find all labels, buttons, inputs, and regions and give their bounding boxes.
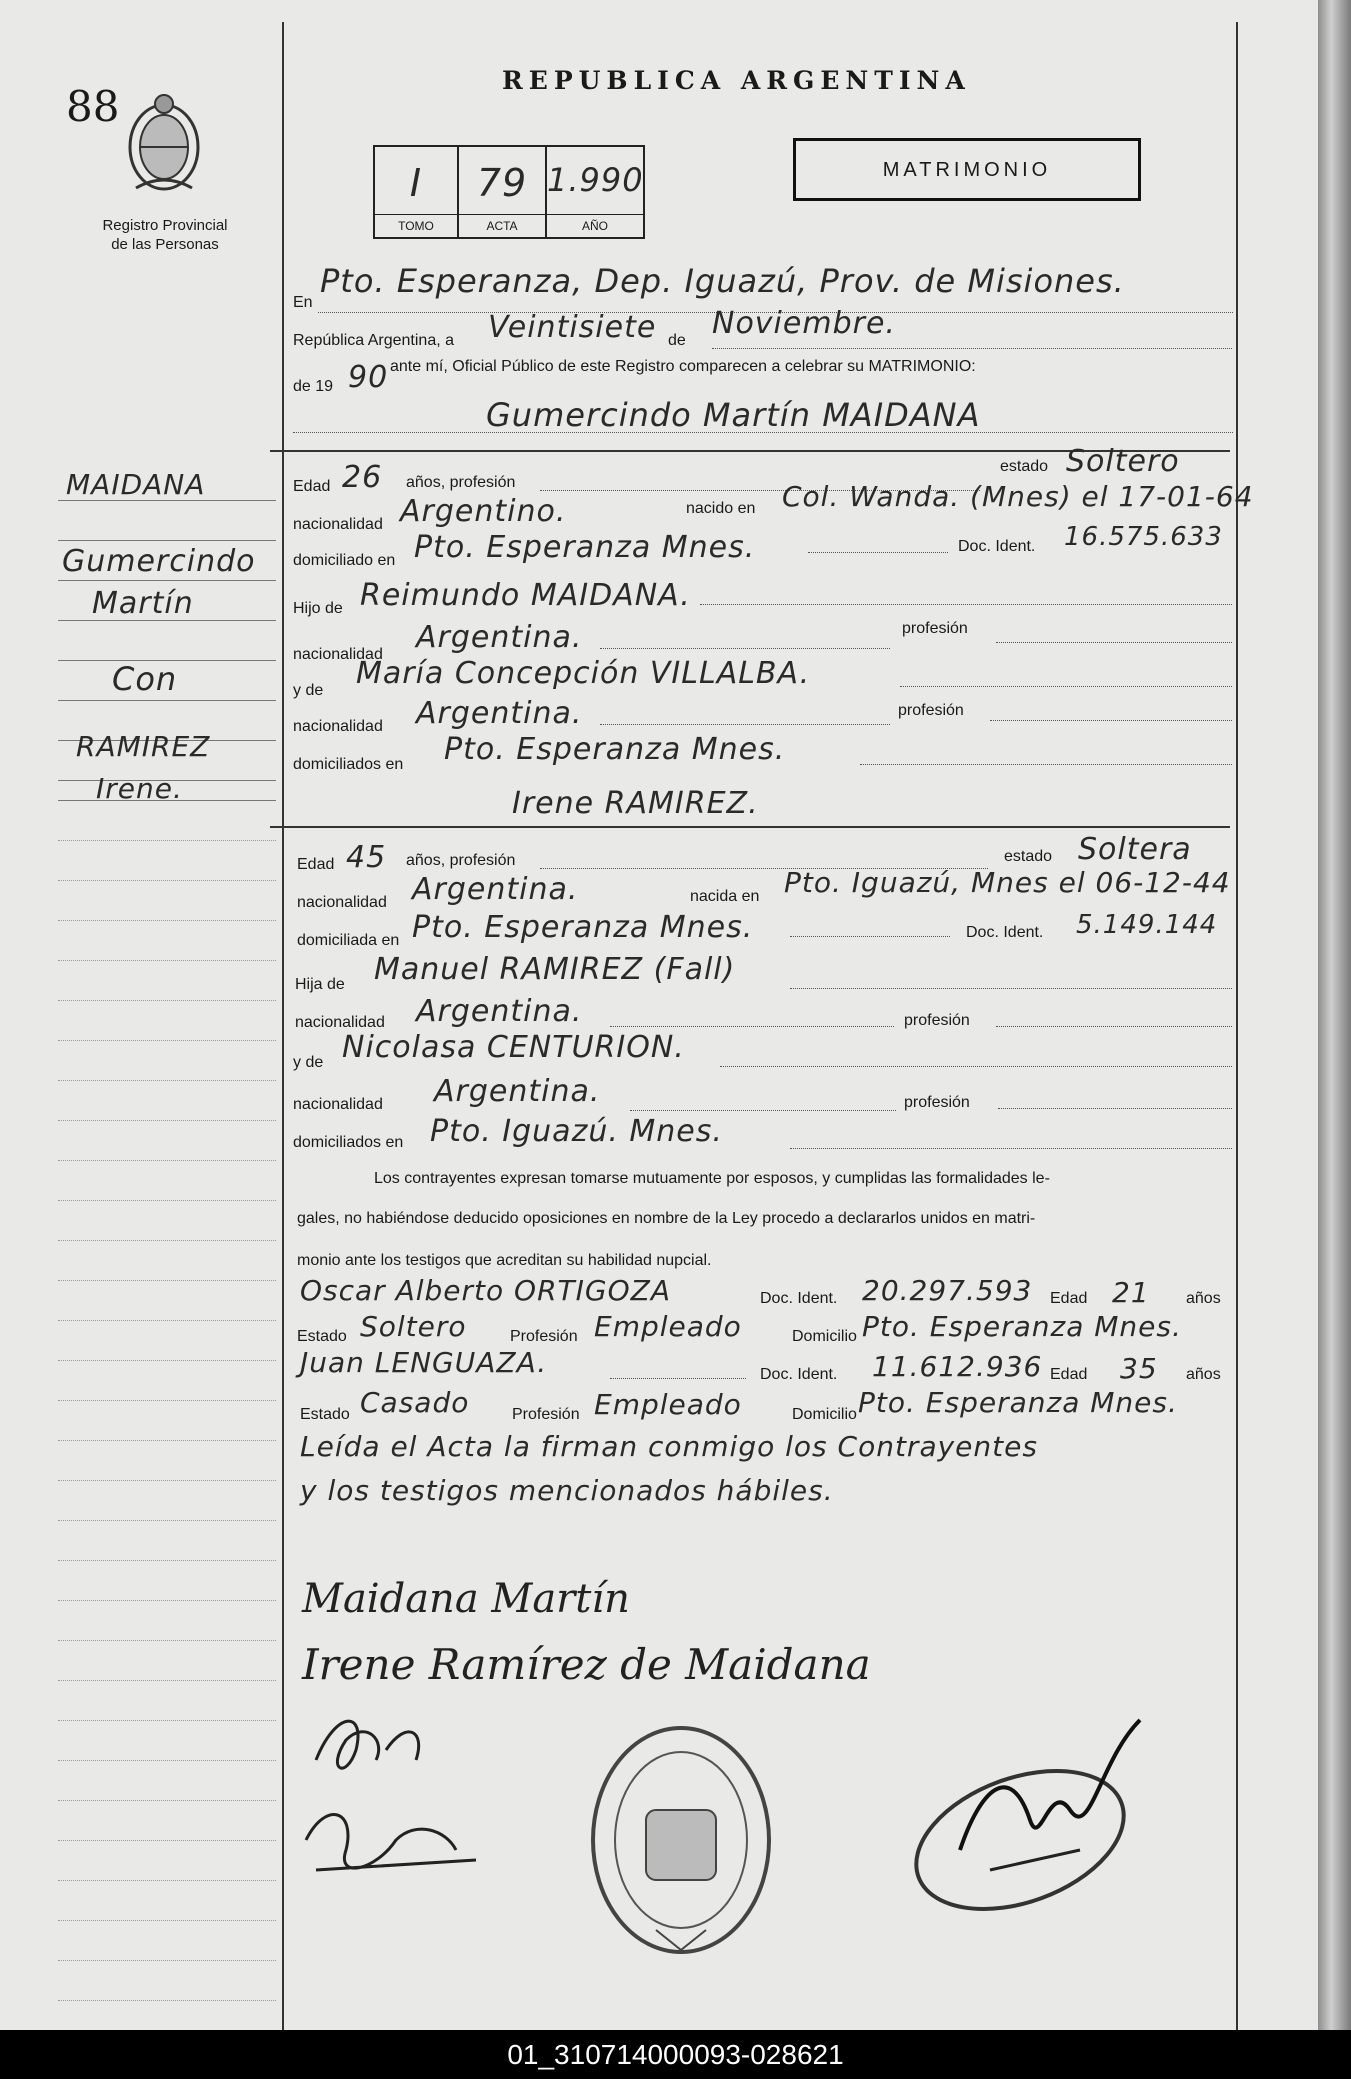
groom-edad: 26: [342, 460, 383, 495]
scan-id-footer: 01_310714000093-028621: [0, 2030, 1351, 2079]
book-binding: [1318, 0, 1351, 2030]
bride-edad-label: Edad: [297, 856, 335, 873]
declaration-line-2: gales, no habiéndose deducido oposiciones en nombre de la Ley procedo a declararlos unidos en matri-: [297, 1210, 1036, 1227]
rep-label: República Argentina, a: [293, 332, 454, 349]
groom-mnac: Argentina.: [416, 696, 583, 731]
month: Noviembre.: [712, 306, 896, 341]
declaration-line-3: monio ante los testigos que acreditan su habilidad nupcial.: [297, 1252, 712, 1269]
witness1-estado: Soltero: [360, 1310, 467, 1343]
bride-nac-label: nacionalidad: [297, 894, 387, 911]
margin-bride-name: Irene.: [96, 772, 183, 805]
page-number: 88: [66, 82, 120, 131]
witness2-estado-label: Estado: [300, 1406, 350, 1423]
bride-nac: Argentina.: [412, 872, 579, 907]
bride-father: Manuel RAMIREZ (Fall): [374, 952, 736, 987]
groom-doc-label: Doc. Ident.: [958, 538, 1036, 555]
en-label: En: [293, 294, 313, 311]
tomo-cell: I TOMO: [373, 145, 459, 239]
bride-mother: Nicolasa CENTURION.: [342, 1030, 685, 1065]
closing-line-1: Leída el Acta la firman conmigo los Contrayentes: [300, 1430, 1038, 1463]
groom-mnac-label: nacionalidad: [293, 718, 383, 735]
groom-dom-label: domiciliado en: [293, 552, 396, 569]
groom-dom: Pto. Esperanza Mnes.: [414, 530, 756, 565]
witness2-estado: Casado: [360, 1386, 470, 1419]
country-title: REPUBLICA ARGENTINA: [502, 66, 971, 95]
groom-mother: María Concepción VILLALBA.: [356, 656, 811, 691]
bride-doc: 5.149.144: [1076, 910, 1218, 940]
groom-doms-label: domiciliados en: [293, 756, 404, 773]
bride-full-name: Irene RAMIREZ.: [512, 786, 759, 821]
witness1-doc: 20.297.593: [862, 1274, 1033, 1307]
groom-edad-label: Edad: [293, 478, 331, 495]
bride-fnac: Argentina.: [416, 994, 583, 1029]
witness2-edad-label: Edad: [1050, 1366, 1088, 1383]
groom-estado-label: estado: [1000, 458, 1049, 475]
bride-signature: Irene Ramírez de Maidana: [302, 1640, 871, 1689]
groom-prof-label: años, profesión: [406, 474, 516, 491]
coat-of-arms-icon: [122, 92, 206, 198]
witness-signatures: [296, 1700, 496, 1920]
witness1-estado-label: Estado: [297, 1328, 347, 1345]
year-label: de 19: [293, 378, 334, 395]
bride-estado-label: estado: [1004, 848, 1053, 865]
bride-fprof-label: profesión: [904, 1012, 970, 1029]
bride-doc-label: Doc. Ident.: [966, 924, 1044, 941]
bride-yde-label: y de: [293, 1054, 324, 1071]
groom-nacido-label: nacido en: [686, 500, 756, 517]
bride-hija-label: Hija de: [295, 976, 345, 993]
day: Veintisiete: [488, 310, 657, 345]
witness1-edad: 21: [1112, 1276, 1150, 1309]
bride-mnac: Argentina.: [434, 1074, 601, 1109]
bride-nacida: Pto. Iguazú, Mnes el 06-12-44: [784, 866, 1231, 899]
intro-text: ante mí, Oficial Público de este Registro comparecen a celebrar su MATRIMONIO:: [390, 358, 976, 375]
witness2-name: Juan LENGUAZA.: [300, 1346, 548, 1379]
groom-father: Reimundo MAIDANA.: [360, 578, 691, 613]
bride-doms: Pto. Iguazú. Mnes.: [430, 1114, 723, 1149]
bride-prof-label: años, profesión: [406, 852, 516, 869]
margin-groom-surname: MAIDANA: [66, 468, 206, 501]
groom-fnac: Argentina.: [416, 620, 583, 655]
groom-nac: Argentino.: [400, 494, 567, 529]
witness1-dom-label: Domicilio: [792, 1328, 857, 1345]
year-cell: 1.990 AÑO: [545, 145, 645, 239]
place: Pto. Esperanza, Dep. Iguazú, Prov. de Misiones.: [320, 262, 1125, 300]
witness2-doc-label: Doc. Ident.: [760, 1366, 838, 1383]
bride-nacida-label: nacida en: [690, 888, 760, 905]
witness2-dom: Pto. Esperanza Mnes.: [858, 1386, 1178, 1419]
bride-mnac-label: nacionalidad: [293, 1096, 383, 1113]
witness2-prof-label: Profesión: [512, 1406, 580, 1423]
groom-fprof-label: profesión: [902, 620, 968, 637]
witness2-edad: 35: [1120, 1352, 1158, 1385]
groom-estado: Soltero: [1066, 444, 1180, 479]
document-type-box: MATRIMONIO: [793, 138, 1141, 201]
margin-divider: [282, 22, 284, 2030]
bride-edad: 45: [346, 840, 387, 875]
officer-stamp-signature: [900, 1700, 1160, 1920]
witness1-anios-label: años: [1186, 1290, 1221, 1307]
witness2-anios-label: años: [1186, 1366, 1221, 1383]
right-border: [1236, 22, 1238, 2030]
margin-groom-name1: Gumercindo: [62, 544, 256, 579]
bride-dom-label: domiciliada en: [297, 932, 400, 949]
groom-fnac-label: nacionalidad: [293, 646, 383, 663]
witness1-prof-label: Profesión: [510, 1328, 578, 1345]
witness1-prof: Empleado: [594, 1310, 742, 1343]
acta-cell: 79 ACTA: [457, 145, 547, 239]
margin-con: Con: [112, 660, 178, 698]
bride-estado: Soltera: [1078, 832, 1192, 867]
groom-doms: Pto. Esperanza Mnes.: [444, 732, 786, 767]
registry-name: Registro Provincial de las Personas: [102, 217, 228, 253]
groom-mprof-label: profesión: [898, 702, 964, 719]
groom-signature: Maidana Martín: [302, 1576, 630, 1622]
groom-nacido: Col. Wanda. (Mnes) el 17-01-64: [782, 480, 1254, 513]
groom-nac-label: nacionalidad: [293, 516, 383, 533]
witness2-dom-label: Domicilio: [792, 1406, 857, 1423]
witness2-prof: Empleado: [594, 1388, 742, 1421]
section-separator: [270, 826, 1230, 828]
bride-doms-label: domiciliados en: [293, 1134, 404, 1151]
declaration-line-1: Los contrayentes expresan tomarse mutuamente por esposos, y cumplidas las formalidades le-: [374, 1170, 1050, 1187]
witness1-edad-label: Edad: [1050, 1290, 1088, 1307]
witness2-doc: 11.612.936: [872, 1350, 1043, 1383]
acta-number-box: [373, 145, 649, 241]
year: 90: [348, 360, 389, 395]
margin-bride-surname: RAMIREZ: [76, 730, 211, 763]
closing-line-2: y los testigos mencionados hábiles.: [300, 1474, 834, 1507]
witness1-dom: Pto. Esperanza Mnes.: [862, 1310, 1182, 1343]
bride-dom: Pto. Esperanza Mnes.: [412, 910, 754, 945]
witness1-doc-label: Doc. Ident.: [760, 1290, 838, 1307]
witness1-name: Oscar Alberto ORTIGOZA: [300, 1274, 671, 1307]
de-label: de: [668, 332, 686, 349]
groom-full-name: Gumercindo Martín MAIDANA: [486, 396, 981, 434]
groom-doc: 16.575.633: [1064, 522, 1223, 552]
bride-fnac-label: nacionalidad: [295, 1014, 385, 1031]
bride-mprof-label: profesión: [904, 1094, 970, 1111]
margin-groom-name2: Martín: [92, 586, 194, 621]
official-seal-stamp: [586, 1720, 776, 1960]
groom-yde-label: y de: [293, 682, 324, 699]
groom-hijo-label: Hijo de: [293, 600, 343, 617]
